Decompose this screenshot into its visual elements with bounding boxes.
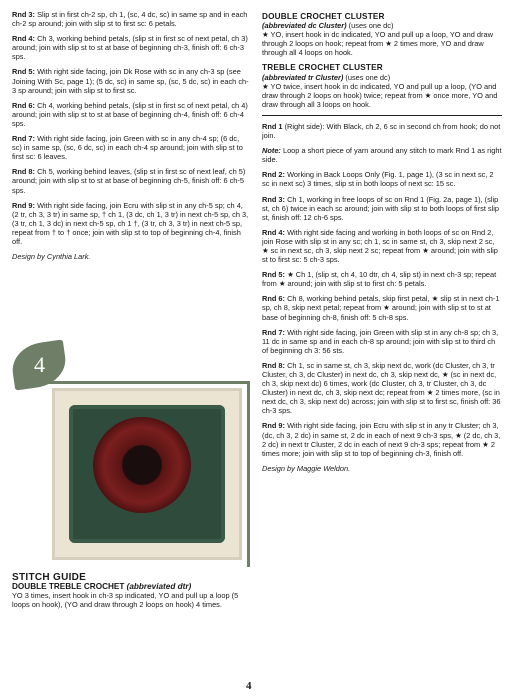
dc-cluster-sub: [262, 21, 502, 30]
round-text: With right side facing and working in both loops of sc on Rnd 2, join Rose with slip st in any sc; ch 1, sc in same st, ch 3, skip next 2 sc, ★ sc in next sc, ch 3, skip next 2 sc; repeat from ★ around; join with slip st to first sc: 5 ch-3 sps.: [262, 227, 498, 265]
photo-number: 4: [33, 352, 45, 377]
round-label: Rnd 4:: [262, 227, 285, 237]
dtr-name: DOUBLE TREBLE CROCHET: [12, 582, 125, 592]
crochet-square-image: [52, 388, 242, 560]
round-text: With right side facing, join Green with slip st in any ch-8 sp; ch 3, 11 dc in same sp and in each ch-8 sp around; join with slip st to third ch of beginning ch 3: 56 sts.: [262, 327, 499, 355]
round-text: Ch 8, working behind petals, skip first petal, ★ slip st in next ch-1 sp, ch 8, skip next petal; repeat from ★ around; join with slip st to st at base of beginning ch-8, finish off: 5 ch-8 sps.: [262, 294, 500, 322]
rose-center: [93, 417, 191, 513]
right-column: [262, 10, 502, 473]
dtr-heading: [12, 582, 252, 591]
round-label: Rnd 6:: [262, 294, 285, 304]
tr-cluster-sub: [262, 73, 502, 82]
rnd1-label: Rnd 1: [262, 121, 283, 131]
design-credit-left: Design by Cynthia Lark.: [12, 252, 91, 262]
photo-frame-right: [247, 381, 250, 567]
dc-cluster-abbr: (abbreviated dc Cluster): [262, 21, 347, 31]
round-label: Rnd 7:: [12, 134, 35, 144]
round-label: Rnd 6:: [12, 100, 35, 110]
note-text: Loop a short piece of yarn around any stitch to mark Rnd 1 as right side.: [262, 146, 502, 165]
stitch-guide: [12, 573, 252, 609]
square-photo: [12, 343, 250, 568]
round-paragraph: [12, 10, 250, 28]
round-label: Rnd 9:: [12, 200, 35, 210]
section-divider: [262, 115, 502, 116]
round-text: With right side facing, join Dk Rose with sc in any ch-3 sp (see Joining With Sc, page 1); (5 dc, sc) in same sp, (sc, 5 dc, sc) in each ch-3 sp around; join with slip st to first sc.: [12, 67, 249, 95]
note: [262, 146, 502, 164]
round-label: Rnd 8:: [12, 167, 35, 177]
dtr-abbr: (abbreviated dtr): [126, 582, 192, 592]
round-paragraph: [12, 201, 250, 246]
tr-cluster-text: ★ YO twice, insert hook in dc indicated, YO and pull up a loop, (YO and draw through 2 loops on hook) twice; repeat from ★ once more, YO and draw through all 3 loops on hook.: [262, 81, 498, 109]
left-column: [12, 10, 250, 261]
round-label: Rnd 5:: [262, 270, 285, 280]
round-label: Rnd 4:: [12, 34, 35, 44]
round-text: With right side facing, join Green with sc in any ch-4 sp; (6 dc, sc) in same sp, (sc, 6 dc, sc) in each ch-4 sp around; join with slip st to first sc: 6 leaves.: [12, 134, 243, 162]
round-paragraph: [12, 101, 250, 128]
round-paragraph: [262, 294, 502, 321]
round-text: Slip st in first ch-2 sp, ch 1, (sc, 4 dc, sc) in same sp and in each ch-2 sp around; join with slip st to first sc: 6 petals.: [12, 10, 248, 29]
round-text: With right side facing, join Ecru with slip st in any tr Cluster; ch 3, (dc, ch 3, 2 dc) in same st, 2 dc in each of next 9 ch-3 sps, ★ (2 dc, ch 3, 2 dc) in next tr Cluster, 2 dc in each of next 9 ch-3 sps; repeat from ★ 2 times more; join with slip st to top of beginning ch-3, finish off.: [262, 421, 501, 458]
dtr-text: YO 3 times, insert hook in ch-3 sp indicated, YO and pull up a loop (5 loops on hook), (YO and draw through 2 loops on hook) 4 times.: [12, 591, 239, 610]
round-text: Ch 5, working behind leaves, (slip st in first sc of next leaf, ch 5) around; join with slip st to st at base of beginning ch-5, finish off: 6 ch-5 sps.: [12, 167, 246, 195]
dc-cluster-heading: DOUBLE CROCHET CLUSTER: [262, 12, 385, 21]
round-paragraph: [262, 361, 502, 416]
tr-cluster-uses: (uses one dc): [345, 72, 391, 82]
round-text: With right side facing, join Ecru with slip st in any ch-5 sp; ch 4, (2 tr, ch 3, 3 tr) in same sp, † ch 1, (3 dc, ch 1, 3 tr) in next ch-5 sp, ch 3, (3 tr, ch 1, 3 dc) in next ch-5 sp, ch 1 †, (3 tr, ch 3, 3 tr) in next ch-5 sp, repeat from † to † once; join with slip st to top of beginning ch-4, finish off.: [12, 200, 249, 246]
round-text: Ch 1, sc in same st, ch 3, skip next dc, work (dc Cluster, ch 3, tr Cluster, ch 3, dc Cluster) in next dc, ch 3, skip next dc, ★ (sc in next dc, ch 3, skip next dc) 6 times, work (dc Cluster, ch 3, tr Cluster, ch 3, dc Cluster) in next dc, ch 3, skip next dc; repeat from ★ 2 times more, (sc in next dc, ch 3, skip next dc) across; join with slip st to first sc, finish off: 36 ch-3 sps.: [262, 360, 501, 416]
left-rounds: [12, 10, 250, 246]
tr-cluster-abbr: (abbreviated tr Cluster): [262, 72, 344, 82]
round-paragraph: [12, 167, 250, 194]
stitch-guide-title: STITCH GUIDE: [12, 572, 87, 583]
note-label: Note:: [262, 146, 281, 156]
round-text: Ch 4, working behind petals, (slip st in first sc of next petal, ch 4) around; join with slip st to st at base of beginning ch-4, finish off: 6 ch-4 sps.: [12, 100, 248, 128]
round-paragraph: [262, 421, 502, 457]
round-text: Ch 1, working in free loops of sc on Rnd 1 (Fig. 2a, page 1), (slip st, ch 6) twice in each sc around; join with slip st to both loops of first slip st, finish off: 12 ch-6 sps.: [262, 194, 500, 222]
round-paragraph: [262, 195, 502, 222]
round-label: Rnd 5:: [12, 67, 35, 77]
round-paragraph: [12, 67, 250, 94]
round-text: ★ Ch 1, (slip st, ch 4, 10 dtr, ch 4, slip st) in next ch-3 sp; repeat from ★ around; join with slip st to first ch: 5 petals.: [262, 270, 497, 289]
round-paragraph: [262, 170, 502, 188]
round-paragraph: [262, 328, 502, 355]
rnd1: [262, 122, 502, 140]
round-paragraph: [262, 270, 502, 288]
round-paragraph: [262, 228, 502, 264]
design-credit-right: Design by Maggie Weldon.: [262, 463, 351, 473]
round-paragraph: [12, 134, 250, 161]
dc-cluster-text: ★ YO, insert hook in dc indicated, YO and pull up a loop, YO and draw through 2 loops on hook; repeat from ★ 2 times more, YO and draw through all 4 loops on hook.: [262, 30, 493, 58]
round-label: Rnd 7:: [262, 327, 285, 337]
round-text: Working in Back Loops Only (Fig. 1, page 1), (3 sc in next sc, 2 sc in next sc) 3 times, slip st in both loops of next sc: 15 sc.: [262, 170, 494, 189]
tr-cluster-heading: TREBLE CROCHET CLUSTER: [262, 63, 383, 73]
round-text: Ch 3, working behind petals, (slip st in first sc of next petal, ch 3) around; join with slip st to st at base of beginning ch-3, finish off: 6 ch-3 sps.: [12, 34, 248, 62]
round-label: Rnd 9:: [262, 421, 285, 431]
round-label: Rnd 8:: [262, 360, 285, 370]
round-label: Rnd 3:: [262, 194, 285, 204]
rnd1-text: (Right side): With Black, ch 2, 6 sc in second ch from hook; do not join.: [262, 121, 501, 141]
right-rounds: [262, 170, 502, 458]
dc-cluster-uses: (uses one dc): [348, 21, 394, 31]
round-paragraph: [12, 34, 250, 61]
photo-frame-top: [34, 381, 250, 384]
round-label: Rnd 3:: [12, 10, 35, 19]
page-number: 4: [246, 680, 252, 692]
round-label: Rnd 2:: [262, 170, 285, 180]
